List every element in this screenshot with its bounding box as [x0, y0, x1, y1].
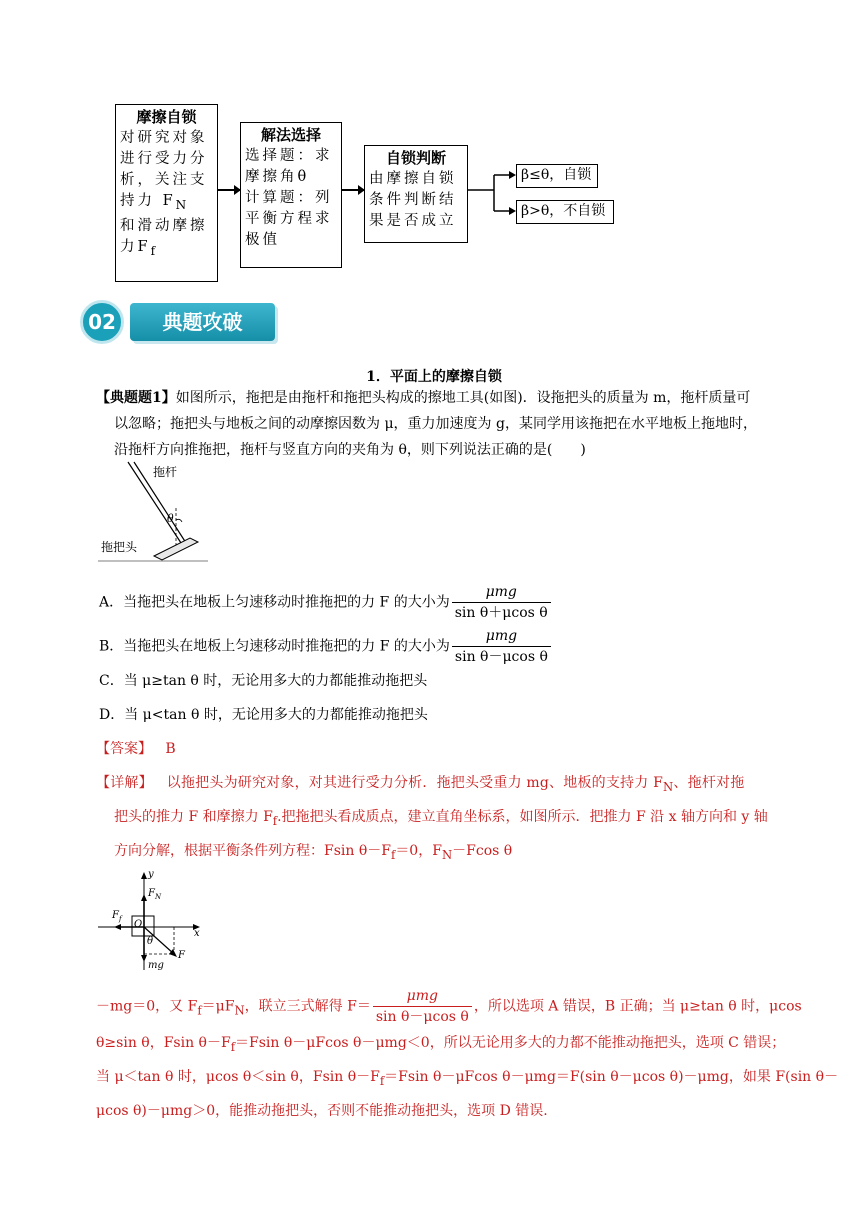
flow-result-self-lock: β≤θ，自锁: [516, 164, 598, 188]
section-title: 1．平面上的摩擦自锁: [366, 369, 502, 385]
problem-line3: 沿拖杆方向推拖把，拖杆与竖直方向的夹角为 θ，则下列说法正确的是( ): [114, 442, 586, 458]
problem-line1: 【典题题1】如图所示，拖把是由拖杆和拖把头构成的擦地工具(如图)．设拖把头的质量为 m，拖杆质量可: [96, 390, 751, 406]
fd-y: y: [148, 869, 154, 880]
mop-rod-label: 拖杆: [153, 465, 178, 479]
detail-line2: 把头的推力 F 和摩擦力 $F_f$.把拖把头看成质点，建立直角坐标系，如图所示．把推力 F 沿 x 轴方向和 y 轴: [114, 809, 768, 828]
fd-o: O: [134, 919, 143, 930]
section-banner: [80, 297, 285, 349]
banner-label: 典题攻破: [130, 303, 275, 341]
fd-fn: $F_N$: [148, 888, 162, 901]
flow-box2-line1: 选择题：求摩擦角θ: [245, 148, 333, 185]
flow-branch-arrows: [468, 165, 518, 225]
fd-x: x: [194, 928, 200, 939]
detail-line3: 方向分解，根据平衡条件列方程：Fsin $\theta-F_f=0$，$F_N-Fcos$ θ: [114, 843, 513, 862]
flow-box2-title: 解法选择: [260, 126, 321, 144]
option-c[interactable]: C．当 μ≥tan θ 时，无论用多大的力都能推动拖把头: [99, 673, 428, 689]
flow-box1-title: 摩擦自锁: [136, 108, 197, 126]
flow-box3-title: 自锁判断: [385, 149, 446, 167]
problem-line2: 以忽略；拖把头与地板之间的动摩擦因数为 μ，重力加速度为 g，某同学用该拖把在水平地板上拖地时，: [114, 416, 757, 432]
flow-result-no-self-lock: β>θ，不自锁: [516, 200, 614, 224]
fd-f: F: [178, 950, 185, 961]
fd-mg: mg: [148, 960, 164, 971]
mop-theta-label: θ: [167, 512, 174, 525]
flow-box3-body: 由摩擦自锁条件判断结果是否成立: [369, 171, 457, 229]
fd-ff: $F_f$: [112, 910, 122, 923]
option-a[interactable]: A．当拖把头在地板上匀速移动时推拖把的力 F 的大小为 $\frac{\text{μmg}}{\text{sin θ＋μcos θ}}$: [99, 582, 553, 623]
flow-box-friction-lock: [115, 104, 218, 282]
option-d[interactable]: D．当 μ<tan θ 时，无论用多大的力都能推动拖把头: [99, 707, 428, 723]
flow-box-self-lock-judge: [364, 145, 468, 243]
mop-head-label: 拖把头: [101, 540, 138, 554]
detail-line5: θ≥sin θ，Fsin $\theta-F_f=Fsin$ θ－μFcos θ－μmg＜0，所以无论用多大的力都不能推动拖把头，选项 C 错误；: [96, 1035, 786, 1054]
answer: 【答案】 B: [96, 741, 176, 757]
detail-line6: 当 μ＜tan θ 时，μcos θ＜sin θ，Fsin $\theta-F_f=Fsin$ θ－μFcos θ－μmg＝F(sin θ－μcos θ)－μmg，如果 F(sin θ－: [96, 1069, 839, 1088]
detail-line1: 【详解】 以拖把头为研究对象，对其进行受力分析．拖把头受重力 mg、地板的支持力 $F_N$、拖杆对拖: [96, 775, 745, 794]
fd-theta: θ: [147, 936, 154, 947]
flow-box1-body: 对研究对象进行受力分析，关注支持力 $F_N$ 和滑动摩擦力$F_f$: [120, 130, 208, 258]
option-b[interactable]: B．当拖把头在地板上匀速移动时推拖把的力 F 的大小为 $\frac{\text{μmg}}{\text{sin θ－μcos θ}}$: [99, 626, 553, 667]
detail-line4: －mg＝0，又 $F_f=\mu F_N$，联立三式解得 F＝ $\frac{\text{μmg}}{\text{sin θ－μcos θ}}$ ，所以选项 A 错误，B 正确；当 μ≥tan θ 时，μcos: [96, 988, 802, 1025]
banner-number: 02: [80, 300, 124, 344]
flow-box-method: [240, 122, 342, 268]
detail-line7: μcos θ)－μmg＞0，能推动拖把头，否则不能推动拖把头，选项 D 错误.: [96, 1103, 548, 1119]
flow-box2-line2: 计算题：列平衡方程求极值: [245, 190, 333, 248]
